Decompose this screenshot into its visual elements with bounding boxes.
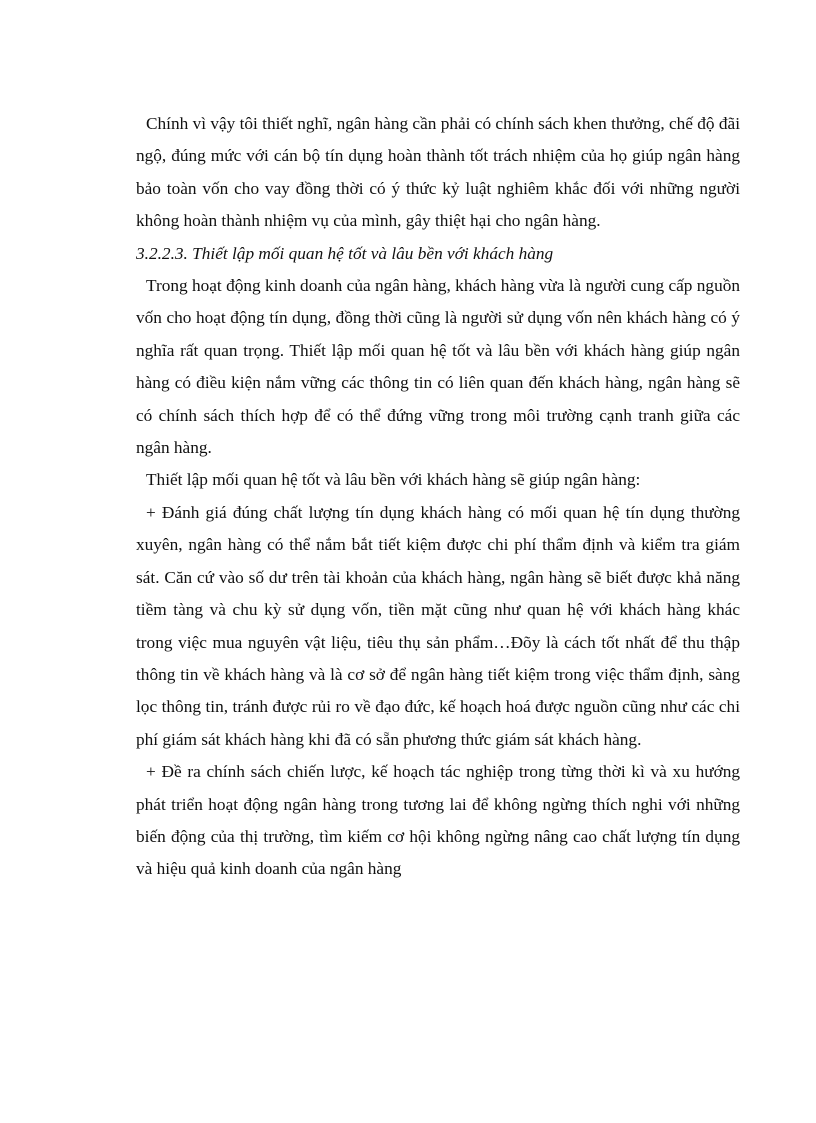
document-body [136, 108, 740, 886]
section-heading: 3.2.2.3. Thiết lập mối quan hệ tốt và lâu bền với khách hàng [136, 243, 554, 263]
paragraph-reward-policy: Chính vì vậy tôi thiết nghĩ, ngân hàng cần phải có chính sách khen thưởng, chế độ đãi ngộ, đúng mức với cán bộ tín dụng hoàn thành tốt trách nhiệm của họ giúp ngân hàng bảo toàn vốn cho vay đồng thời có ý thức kỷ luật nghiêm khắc đối với những người không hoàn thành nhiệm vụ của mình, gây thiệt hại cho ngân hàng. [136, 114, 740, 231]
paragraph-benefit-strategy: + Đề ra chính sách chiến lược, kế hoạch tác nghiệp trong từng thời kì và xu hướng phát triển hoạt động ngân hàng trong tương lai để không ngừng thích nghi với những biến động của thị trường, tìm kiếm cơ hội không ngừng nâng cao chất lượng tín dụng và hiệu quả kinh doanh của ngân hàng [136, 762, 740, 879]
paragraph-benefits-intro: Thiết lập mối quan hệ tốt và lâu bền với khách hàng sẽ giúp ngân hàng: [146, 470, 641, 490]
paragraph-benefit-assessment: + Đánh giá đúng chất lượng tín dụng khách hàng có mối quan hệ tín dụng thường xuyên, ngân hàng có thể nắm bắt tiết kiệm được chi phí thẩm định và kiểm tra giám sát. Căn cứ vào số dư trên tài khoản của khách hàng, ngân hàng sẽ biết được khả năng tiềm tàng và chu kỳ sử dụng vốn, tiền mặt cũng như quan hệ với khách hàng khác trong việc mua nguyên vật liệu, tiêu thụ sản phẩm…Đõy là cách tốt nhất để thu thập thông tin về khách hàng và là cơ sở để ngân hàng tiết kiệm trong việc thẩm định, sàng lọc thông tin, tránh được rủi ro về đạo đức, kế hoạch hoá được nguồn cũng như các chi phí giám sát khách hàng khi đã có sẵn phương thức giám sát khách hàng. [136, 502, 740, 749]
paragraph-customer-role: Trong hoạt động kinh doanh của ngân hàng, khách hàng vừa là người cung cấp nguồn vốn cho hoạt động tín dụng, đồng thời cũng là người sử dụng vốn nên khách hàng có ý nghĩa rất quan trọng. Thiết lập mối quan hệ tốt và lâu bền với khách hàng giúp ngân hàng có điều kiện nắm vững các thông tin có liên quan đến khách hàng, ngân hàng sẽ có chính sách thích hợp để có thể đứng vững trong môi trường cạnh tranh giữa các ngân hàng. [136, 276, 740, 458]
